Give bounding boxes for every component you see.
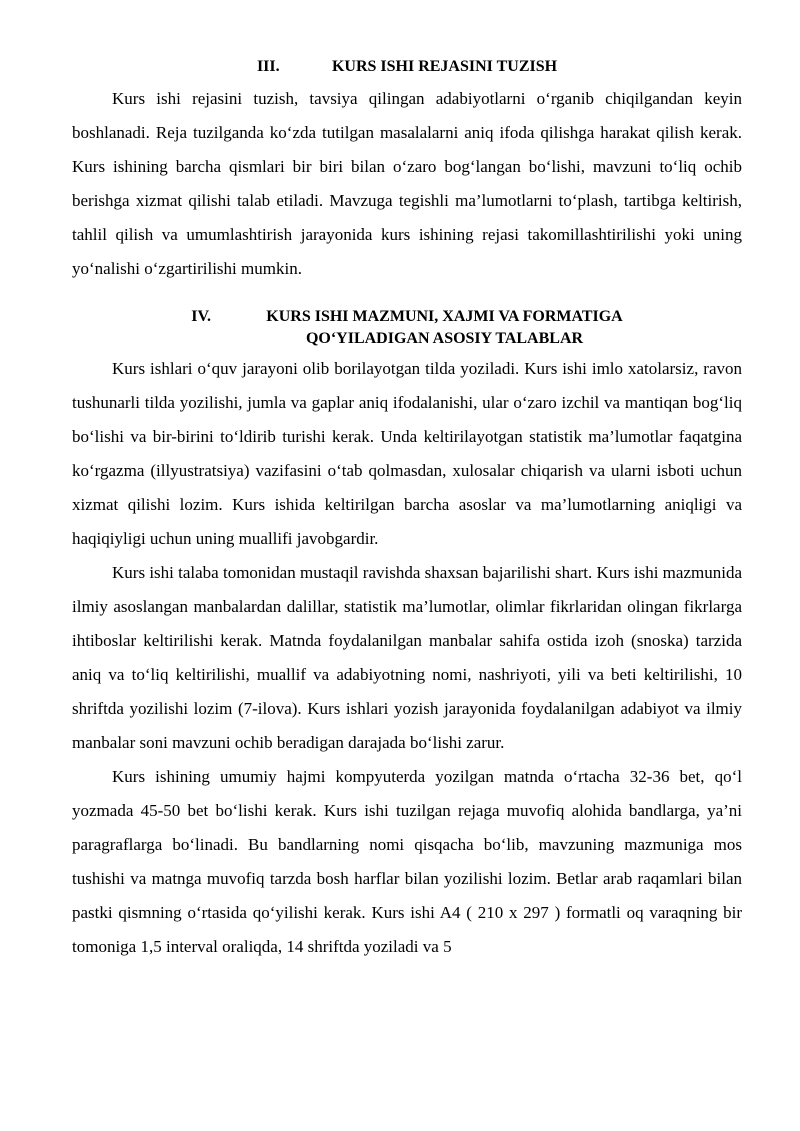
section-4-number: IV.	[191, 308, 211, 325]
section-4-paragraph-2: Kurs ishi talaba tomonidan mustaqil ravishda shaxsan bajarilishi shart. Kurs ishi mazmunida ilmiy asoslangan manbalardan dalillar, statistik ma’lumotlar, olimlar fikrlaridan olingan fikrlarga ihtiboslar keltirilishi kerak. Matnda foydalanilgan manbalar sahifa ostida izoh (snoska) tarzida aniq va to‘liq keltirilishi, muallif va adabiyotning nomi, nashriyoti, yili va beti keltirilishi, 10 shriftda yozilishi lozim (7-ilova). Kurs ishlari yozish jarayonida foydalanilgan adabiyot va ilmiy manbalar soni mavzuni ochib beradigan darajada bo‘lishi zarur.	[72, 563, 742, 752]
page-content	[72, 56, 742, 964]
section-4-heading	[72, 306, 742, 350]
section-3-heading	[72, 56, 742, 78]
section-4-title-line-1: KURS ISHI MAZMUNI, XAJMI VA FORMATIGA	[266, 308, 623, 325]
section-4-paragraph-1: Kurs ishlari o‘quv jarayoni olib borilayotgan tilda yoziladi. Kurs ishi imlo xatolarsiz, ravon tushunarli tilda yozilishi, jumla va gaplar aniq ifodalanishi, ular o‘zaro izchil va mantiqan bog‘liq bo‘lishi va bir-birini to‘ldirib turishi kerak. Unda keltirilayotgan statistik ma’lumotlar faqatgina ko‘rgazma (illyustratsiya) vazifasini o‘tab qolmasdan, xulosalar chiqarish va ularni isboti uchun xizmat qilishi lozim. Kurs ishida keltirilgan barcha asoslar va ma’lumotlarning aniqligi va haqiqiyligi uchun uning muallifi javobgardir.	[72, 359, 742, 548]
section-4-paragraph-3: Kurs ishining umumiy hajmi kompyuterda yozilgan matnda o‘rtacha 32-36 bet, qo‘l yozmada 45-50 bet bo‘lishi kerak. Kurs ishi tuzilgan rejaga muvofiq alohida bandlarga, ya’ni paragraflarga bo‘linadi. Bu bandlarning nomi qisqacha bo‘lib, mavzuning mazmuniga mos tushishi va matnga muvofiq tarzda bosh harflar bilan yozilishi lozim. Betlar arab raqamlari bilan pastki qismning o‘rtasida qo‘yilishi kerak. Kurs ishi A4 ( 210 x 297 ) formatli oq varaqning bir tomoniga 1,5 interval oraliqda, 14 shriftda yoziladi va 5	[72, 767, 742, 956]
section-3-title: KURS ISHI REJASINI TUZISH	[331, 58, 558, 75]
section-3-paragraph: Kurs ishi rejasini tuzish, tavsiya qilingan adabiyotlarni o‘rganib chiqilgandan keyin boshlanadi. Reja tuzilganda ko‘zda tutilgan masalalarni aniq ifoda qilishga harakat qilish kerak. Kurs ishining barcha qismlari bir biri bilan o‘zaro bog‘langan bo‘lishi, mavzuni to‘liq ochib berishga xizmat qilishi talab etiladi. Mavzuga tegishli ma’lumotlarni to‘plash, tartibga keltirish, tahlil qilish va umumlashtirish jarayonida kurs ishining rejasi takomillashtirilishi yoki uning yo‘nalishi o‘zgartirilishi mumkin.	[72, 89, 742, 278]
section-3-number: III.	[256, 58, 280, 75]
section-4-title-line-2: QO‘YILADIGAN ASOSIY TALABLAR	[305, 330, 584, 347]
section-4-title	[266, 306, 622, 350]
